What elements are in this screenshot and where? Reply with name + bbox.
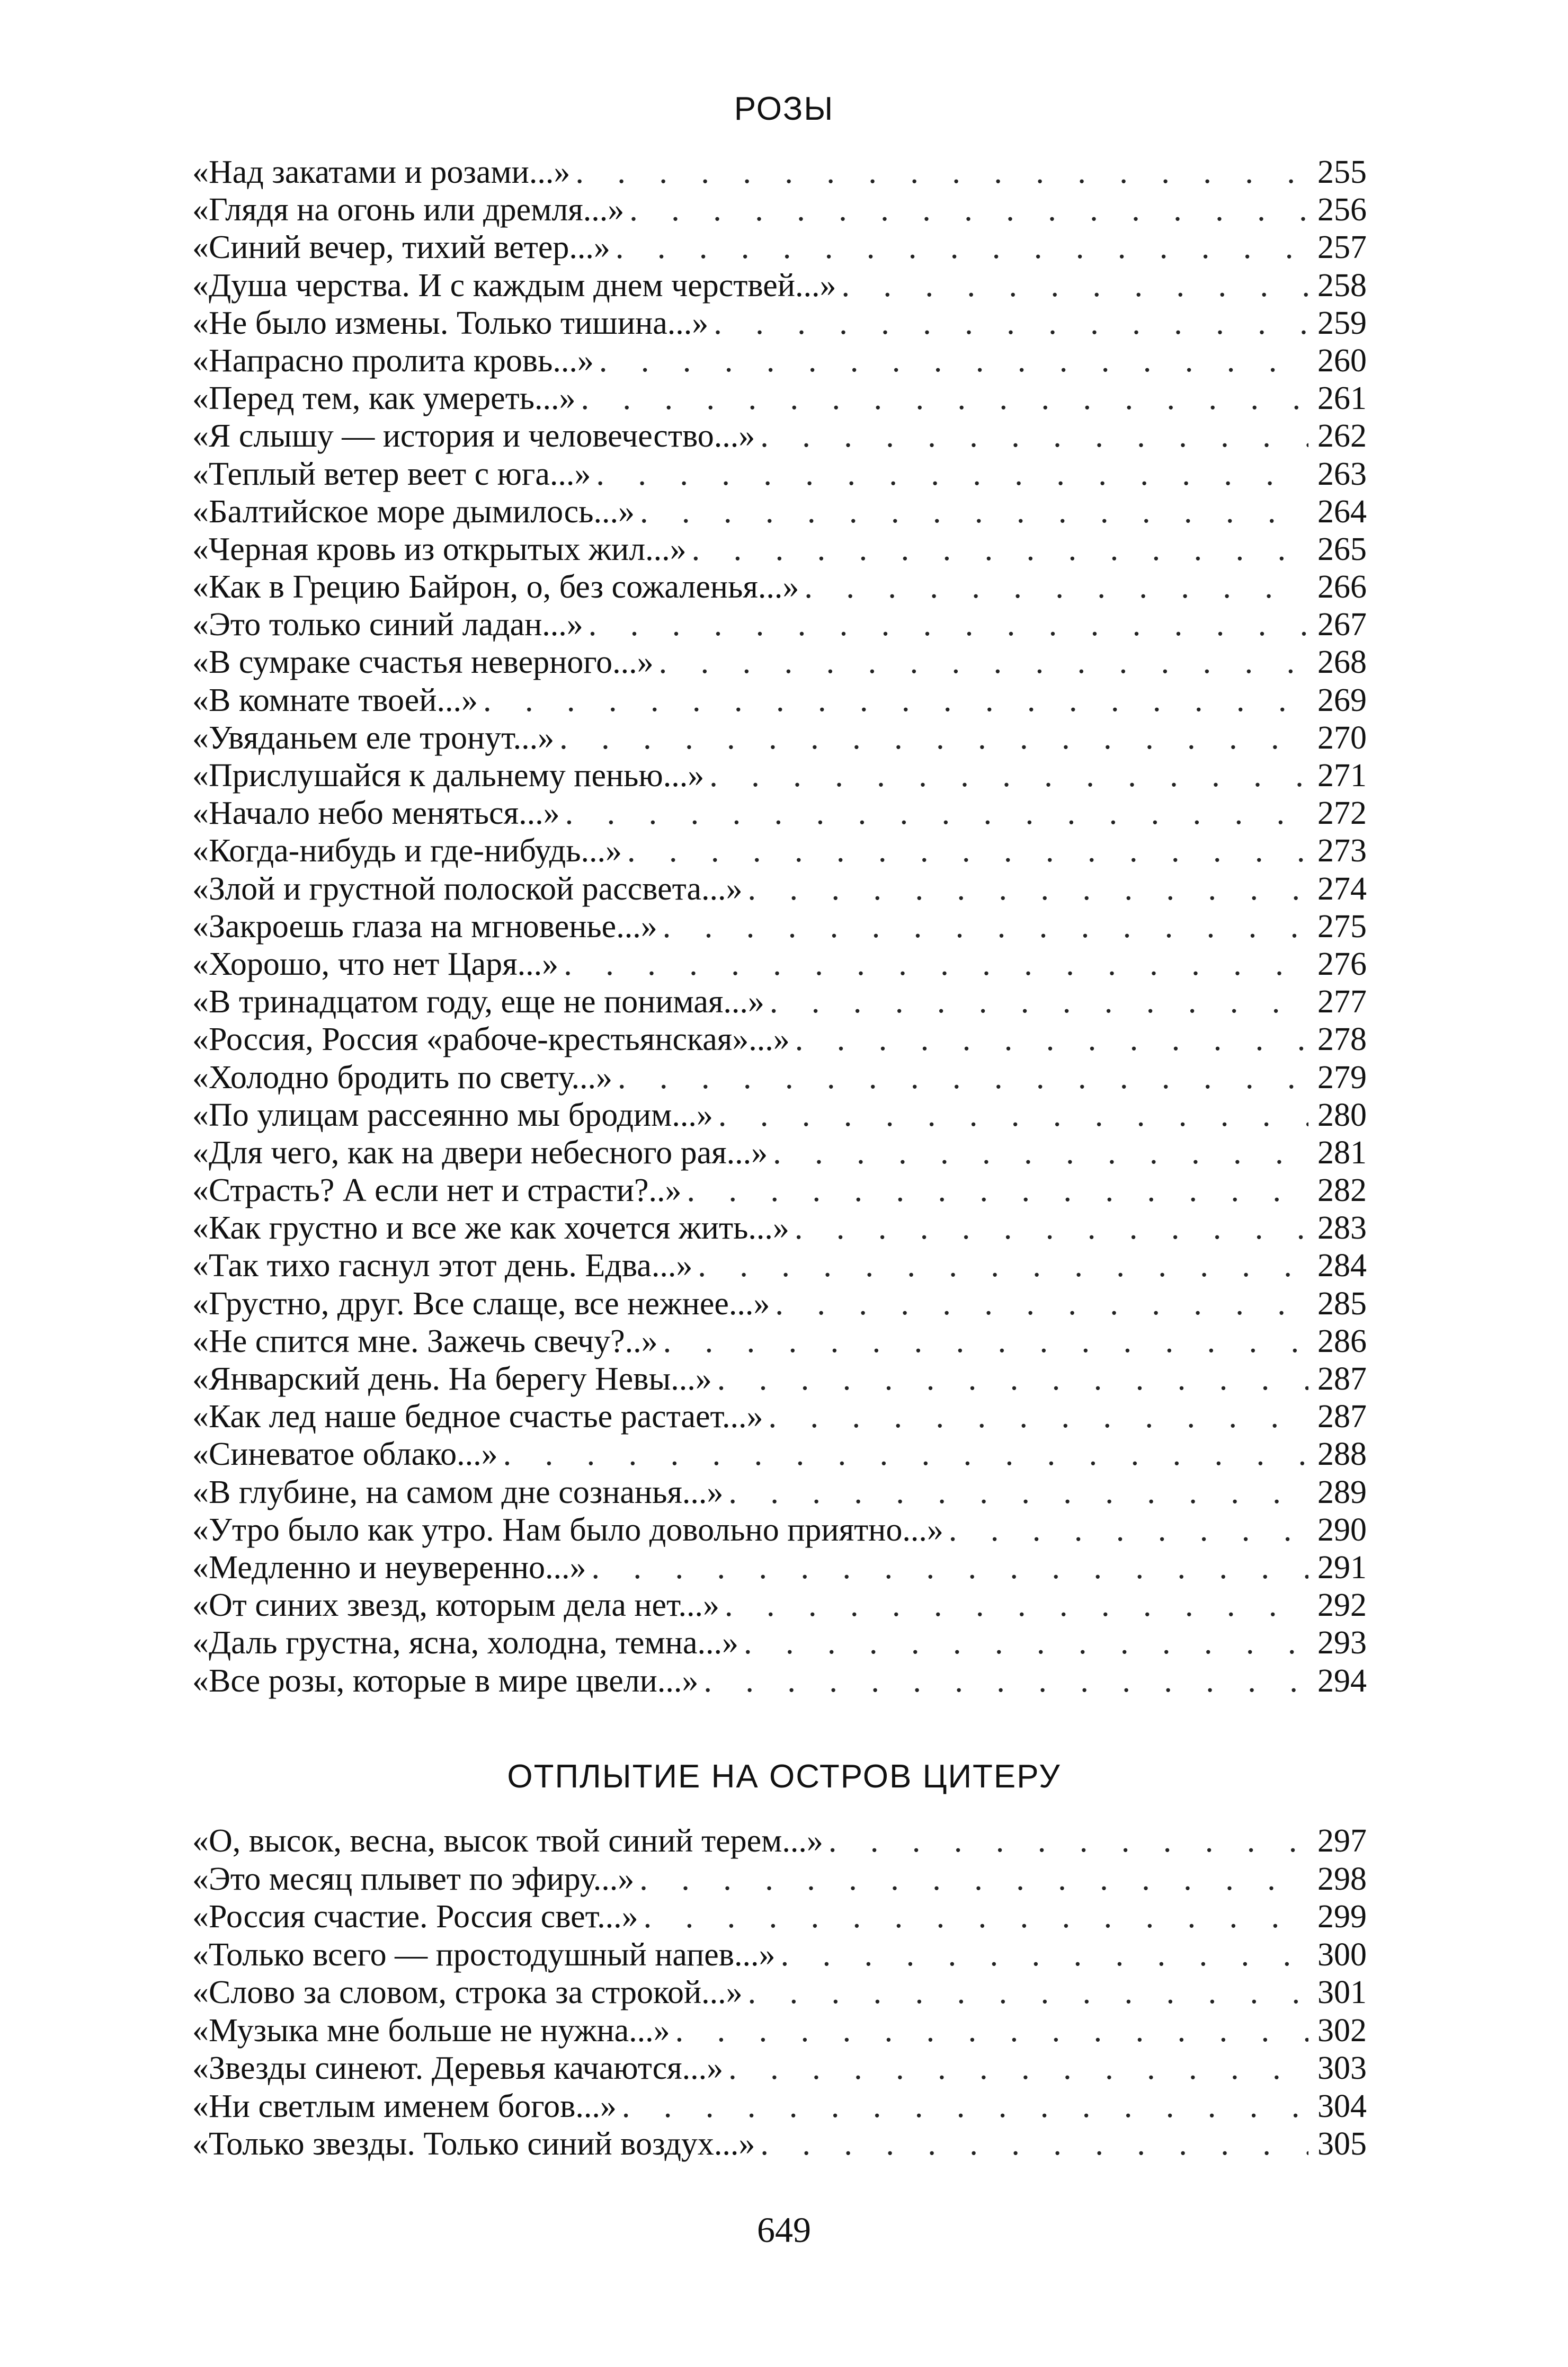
- toc-entry: [192, 983, 1367, 1021]
- toc-entry-page: 255: [1317, 154, 1367, 190]
- dot-leader: [708, 305, 1308, 342]
- toc-entry-page: 298: [1317, 1861, 1367, 1897]
- toc-entry: [192, 456, 1367, 493]
- toc-entry-page: 304: [1317, 2088, 1367, 2124]
- toc-entry-title: «В комнате твоей...»: [192, 682, 478, 718]
- toc-entry: [192, 1059, 1367, 1097]
- toc-entry-page: 290: [1317, 1511, 1367, 1548]
- toc-entry-title: «Черная кровь из открытых жил...»: [192, 531, 687, 567]
- toc-entry: [192, 1436, 1367, 1473]
- toc-entry: [192, 2012, 1367, 2050]
- toc-entry-title: «Только звезды. Только синий воздух...»: [192, 2126, 755, 2162]
- dot-leader: [634, 1861, 1308, 1899]
- toc-entry: [192, 757, 1367, 795]
- toc-entry: [192, 795, 1367, 832]
- toc-entry: [192, 606, 1367, 644]
- toc-entry: [192, 832, 1367, 870]
- toc-entry-page: 269: [1317, 682, 1367, 718]
- toc-entry-title: «Синий вечер, тихий ветер...»: [192, 229, 610, 266]
- toc-entry-page: 258: [1317, 267, 1367, 304]
- toc-entry-page: 291: [1317, 1549, 1367, 1586]
- toc-entry-page: 285: [1317, 1285, 1367, 1322]
- toc-entry-page: 266: [1317, 569, 1367, 606]
- toc-entry-page: 265: [1317, 531, 1367, 567]
- toc-entry-title: «Музыка мне больше не нужна...»: [192, 2012, 670, 2049]
- toc-entry-page: 305: [1317, 2126, 1367, 2162]
- toc-entry-page: 297: [1317, 1823, 1367, 1859]
- toc-entry-title: «Хорошо, что нет Царя...»: [192, 946, 559, 982]
- toc-entry: [192, 267, 1367, 305]
- toc-entry: [192, 1822, 1367, 1861]
- toc-entry-title: «Балтийское море дымилось...»: [192, 493, 635, 530]
- dot-leader: [723, 1474, 1308, 1511]
- toc-entry-page: 286: [1317, 1323, 1367, 1359]
- toc-entry-title: «Январский день. На берегу Невы...»: [192, 1361, 712, 1397]
- toc-entry-title: «В сумраке счастья неверного...»: [192, 644, 654, 681]
- toc-entry: [192, 342, 1367, 380]
- toc-entry-page: 262: [1317, 418, 1367, 455]
- toc-entry-title: «Как лед наше бедное счастье растает...»: [192, 1399, 763, 1435]
- toc-entry: [192, 2050, 1367, 2088]
- toc-entry: [192, 2088, 1367, 2126]
- dot-leader: [712, 1360, 1308, 1398]
- toc-entry: [192, 1285, 1367, 1323]
- toc-entry: [192, 1898, 1367, 1936]
- toc-entry-page: 257: [1317, 229, 1367, 266]
- dot-leader: [670, 2012, 1308, 2050]
- toc-entry-page: 292: [1317, 1587, 1367, 1624]
- toc-entry: [192, 1936, 1367, 1974]
- dot-leader: [698, 1662, 1308, 1700]
- toc-entry: [192, 1398, 1367, 1436]
- dot-leader: [799, 568, 1308, 606]
- toc-entry: [192, 493, 1367, 531]
- toc-entry-page: 274: [1317, 870, 1367, 907]
- toc-entry-title: «Холодно бродить по свету...»: [192, 1059, 612, 1096]
- toc-entry-page: 301: [1317, 1974, 1367, 2010]
- toc-entry-page: 279: [1317, 1059, 1367, 1096]
- toc-list-roses: [192, 154, 1367, 1700]
- toc-entry: [192, 1861, 1367, 1899]
- toc-entry-title: «Напрасно пролита кровь...»: [192, 342, 594, 379]
- toc-entry: [192, 380, 1367, 417]
- toc-entry-title: «О, высок, весна, высок твой синий терем...»: [192, 1823, 823, 1859]
- toc-entry: [192, 531, 1367, 568]
- dot-leader: [591, 456, 1308, 493]
- toc-entry-page: 260: [1317, 342, 1367, 379]
- section-title-cythera: ОТПЛЫТИЕ НА ОСТРОВ ЦИТЕРУ: [507, 1758, 1061, 1795]
- dot-leader: [617, 2088, 1308, 2126]
- toc-entry-page: 270: [1317, 719, 1367, 756]
- dot-leader: [570, 154, 1308, 191]
- toc-entry-title: «Ни светлым именем богов...»: [192, 2088, 617, 2124]
- toc-entry-title: «Все розы, которые в мире цвели...»: [192, 1662, 699, 1699]
- toc-entry-page: 275: [1317, 908, 1367, 945]
- dot-leader: [738, 1624, 1308, 1662]
- toc-entry-page: 280: [1317, 1097, 1367, 1133]
- dot-leader: [624, 191, 1308, 229]
- toc-entry-page: 289: [1317, 1474, 1367, 1510]
- dot-leader: [586, 1549, 1308, 1587]
- toc-entry-title: «Синеватое облако...»: [192, 1436, 498, 1473]
- toc-entry: [192, 1172, 1367, 1209]
- dot-leader: [558, 946, 1308, 983]
- dot-leader: [576, 380, 1308, 417]
- dot-leader: [768, 1134, 1308, 1172]
- dot-leader: [943, 1511, 1308, 1549]
- toc-entry-title: «В тринадцатом году, еще не понимая...»: [192, 984, 764, 1020]
- dot-leader: [681, 1172, 1308, 1209]
- toc-entry-title: «Медленно и неуверенно...»: [192, 1549, 586, 1586]
- toc-entry-title: «По улицам рассеянно мы бродим...»: [192, 1097, 713, 1133]
- dot-leader: [622, 832, 1308, 870]
- toc-entry-page: 272: [1317, 795, 1367, 832]
- dot-leader: [770, 1285, 1308, 1323]
- dot-leader: [755, 417, 1308, 455]
- toc-entry-title: «Только всего — простодушный напев...»: [192, 1936, 776, 1973]
- toc-entry-page: 293: [1317, 1625, 1367, 1661]
- dot-leader: [635, 493, 1308, 531]
- dot-leader: [776, 1936, 1308, 1974]
- toc-entry-title: «Грустно, друг. Все слаще, все нежнее...»: [192, 1285, 770, 1322]
- toc-entry-page: 302: [1317, 2012, 1367, 2049]
- dot-leader: [583, 606, 1308, 644]
- toc-entry: [192, 682, 1367, 719]
- toc-entry-title: «Слово за словом, строка за строкой...»: [192, 1974, 743, 2010]
- toc-entry-title: «Теплый ветер веет с юга...»: [192, 456, 591, 492]
- toc-entry: [192, 417, 1367, 455]
- dot-leader: [612, 1059, 1308, 1097]
- toc-entry-page: 283: [1317, 1210, 1367, 1247]
- toc-entry: [192, 2125, 1367, 2164]
- toc-entry: [192, 1097, 1367, 1134]
- dot-leader: [610, 229, 1308, 266]
- dot-leader: [478, 682, 1308, 719]
- toc-entry-title: «Над закатами и розами...»: [192, 154, 571, 190]
- section-title-roses: РОЗЫ: [734, 91, 834, 127]
- toc-entry-title: «Как грустно и все же как хочется жить...»: [192, 1210, 789, 1247]
- toc-entry-page: 264: [1317, 493, 1367, 530]
- toc-entry: [192, 719, 1367, 757]
- toc-entry-title: «От синих звезд, которым дела нет...»: [192, 1587, 719, 1624]
- toc-entry-title: «Увяданьем еле тронут...»: [192, 719, 555, 756]
- dot-leader: [654, 644, 1308, 681]
- toc-entry: [192, 1974, 1367, 2012]
- toc-entry-page: 287: [1317, 1361, 1367, 1397]
- toc-entry-title: «Когда-нибудь и где-нибудь...»: [192, 833, 622, 869]
- toc-entry: [192, 1360, 1367, 1398]
- toc-entry-page: 273: [1317, 833, 1367, 869]
- toc-entry-title: «Так тихо гаснул этот день. Едва...»: [192, 1248, 693, 1284]
- toc-entry: [192, 1511, 1367, 1549]
- dot-leader: [789, 1209, 1308, 1247]
- toc-entry-page: 267: [1317, 607, 1367, 643]
- toc-entry: [192, 568, 1367, 606]
- toc-entry-page: 271: [1317, 758, 1367, 794]
- dot-leader: [687, 531, 1308, 568]
- dot-leader: [763, 1398, 1309, 1436]
- toc-entry-title: «Злой и грустной полоской рассвета...»: [192, 870, 743, 907]
- toc-entry-title: «Глядя на огонь или дремля...»: [192, 192, 625, 228]
- toc-entry-title: «Даль грустна, ясна, холодна, темна...»: [192, 1625, 738, 1661]
- toc-entry-title: «Я слышу — история и человечество...»: [192, 418, 755, 455]
- dot-leader: [560, 795, 1308, 832]
- toc-entry: [192, 1323, 1367, 1360]
- toc-entry: [192, 1662, 1367, 1700]
- dot-leader: [713, 1097, 1308, 1134]
- toc-entry-page: 256: [1317, 192, 1367, 228]
- toc-entry: [192, 229, 1367, 266]
- dot-leader: [823, 1822, 1308, 1861]
- dot-leader: [657, 908, 1308, 946]
- toc-entry-page: 288: [1317, 1436, 1367, 1473]
- toc-entry: [192, 1247, 1367, 1285]
- dot-leader: [594, 342, 1308, 380]
- toc-entry-page: 300: [1317, 1936, 1367, 1973]
- toc-entry: [192, 870, 1367, 908]
- dot-leader: [692, 1247, 1308, 1285]
- dot-leader: [790, 1021, 1308, 1058]
- toc-entry-title: «Это только синий ладан...»: [192, 607, 583, 643]
- toc-entry-title: «Утро было как утро. Нам было довольно приятно...»: [192, 1511, 943, 1548]
- toc-entry-title: «Это месяц плывет по эфиру...»: [192, 1861, 635, 1897]
- toc-entry-page: 299: [1317, 1899, 1367, 1935]
- page-number: 649: [757, 2210, 811, 2250]
- toc-entry: [192, 154, 1367, 191]
- toc-entry-title: «Страсть? А если нет и страсти?..»: [192, 1172, 682, 1209]
- dot-leader: [704, 757, 1308, 795]
- toc-entry: [192, 1549, 1367, 1587]
- toc-entry-title: «Закроешь глаза на мгновенье...»: [192, 908, 657, 945]
- toc-entry: [192, 191, 1367, 229]
- dot-leader: [719, 1587, 1308, 1624]
- toc-entry: [192, 946, 1367, 983]
- toc-entry: [192, 305, 1367, 342]
- dot-leader: [638, 1898, 1308, 1936]
- dot-leader: [836, 267, 1308, 305]
- toc-entry-title: «Не спится мне. Зажечь свечу?..»: [192, 1323, 658, 1359]
- toc-entry-page: 287: [1317, 1399, 1367, 1435]
- toc-entry-title: «Перед тем, как умереть...»: [192, 380, 576, 417]
- toc-entry-page: 284: [1317, 1248, 1367, 1284]
- toc-entry-title: «Начало небо меняться...»: [192, 795, 560, 832]
- toc-entry: [192, 644, 1367, 681]
- dot-leader: [658, 1323, 1308, 1360]
- toc-entry-page: 278: [1317, 1021, 1367, 1058]
- toc-list-cythera: [192, 1822, 1367, 2164]
- toc-entry-title: «В глубине, на самом дне сознанья...»: [192, 1474, 724, 1510]
- dot-leader: [764, 983, 1308, 1021]
- toc-entry-title: «Звезды синеют. Деревья качаются...»: [192, 2050, 724, 2086]
- toc-entry: [192, 1624, 1367, 1662]
- toc-entry-title: «Душа черства. И с каждым днем черствей...»: [192, 267, 836, 304]
- toc-entry-title: «Россия счастие. Россия свет...»: [192, 1899, 638, 1935]
- toc-entry-page: 281: [1317, 1134, 1367, 1171]
- toc-entry-page: 294: [1317, 1662, 1367, 1699]
- toc-entry-page: 303: [1317, 2050, 1367, 2086]
- toc-entry: [192, 908, 1367, 946]
- dot-leader: [723, 2050, 1308, 2088]
- toc-entry-page: 263: [1317, 456, 1367, 492]
- toc-entry-title: «Не было измены. Только тишина...»: [192, 305, 709, 341]
- dot-leader: [554, 719, 1308, 757]
- toc-entry-page: 277: [1317, 984, 1367, 1020]
- toc-entry-title: «Прислушайся к дальнему пенью...»: [192, 758, 705, 794]
- toc-entry: [192, 1021, 1367, 1058]
- toc-entry-page: 259: [1317, 305, 1367, 341]
- toc-entry: [192, 1134, 1367, 1172]
- toc-entry-title: «Как в Грецию Байрон, о, без сожаленья...»: [192, 569, 799, 606]
- dot-leader: [743, 1974, 1308, 2012]
- toc-entry-page: 268: [1317, 644, 1367, 681]
- toc-entry: [192, 1209, 1367, 1247]
- dot-leader: [755, 2125, 1308, 2164]
- toc-entry-page: 261: [1317, 380, 1367, 417]
- toc-entry: [192, 1587, 1367, 1624]
- toc-entry-page: 276: [1317, 946, 1367, 982]
- toc-entry-page: 282: [1317, 1172, 1367, 1209]
- toc-entry: [192, 1474, 1367, 1511]
- dot-leader: [743, 870, 1309, 908]
- toc-entry-title: «Для чего, как на двери небесного рая...»: [192, 1134, 768, 1171]
- toc-entry-title: «Россия, Россия «рабоче-крестьянская»...»: [192, 1021, 790, 1058]
- dot-leader: [498, 1436, 1308, 1473]
